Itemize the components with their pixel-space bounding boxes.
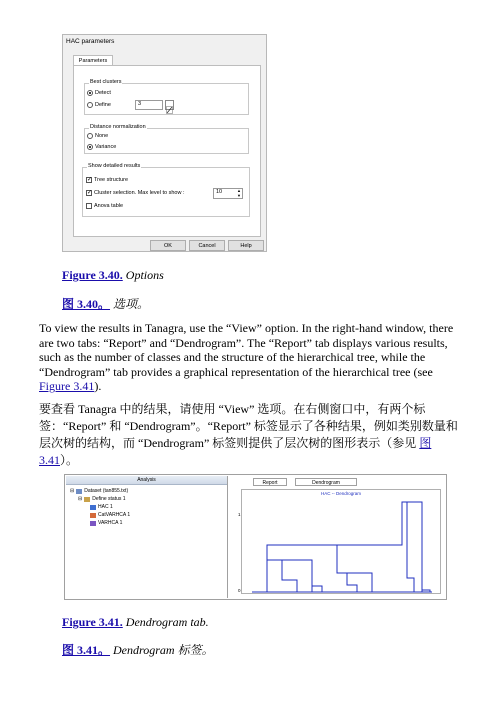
dendrogram-chart — [238, 489, 441, 594]
paragraph-en — [39, 321, 479, 394]
collapse-icon[interactable]: ⊟ — [70, 488, 75, 494]
variance-option[interactable] — [87, 144, 116, 150]
dataset-icon — [76, 489, 82, 494]
paragraph-line: such as the number of classes and the structure of the hierarchical tree, while the — [39, 350, 426, 364]
figure-caption-en-3-40 — [62, 268, 164, 283]
analysis-header: Analysis — [66, 476, 227, 485]
ok-button[interactable]: OK — [150, 240, 186, 251]
cluster-selection-option[interactable] — [86, 190, 184, 196]
figure-link-3-41[interactable]: Figure 3.41. — [62, 615, 123, 629]
none-radio[interactable] — [87, 133, 93, 139]
paragraph-line: 要查看 Tanagra 中的结果，请使用 “View” 选项。在右侧窗口中，有两个标 — [39, 402, 426, 416]
distance-normalization-legend: Distance normalization — [90, 124, 146, 130]
figure-link-zh-number[interactable]: 3.41 — [39, 453, 60, 467]
variance-radio[interactable] — [87, 144, 93, 150]
dendrogram-title: HAC -- Dendrogram — [320, 491, 361, 496]
caption-text-zh: Dendrogram 标签。 — [113, 643, 214, 657]
paragraph-line-last — [39, 452, 479, 469]
best-clusters-group — [84, 79, 249, 115]
help-button[interactable]: Help — [228, 240, 264, 251]
varhca-icon — [90, 521, 96, 526]
paragraph-line: 签：“Report” 和 “Dendrogram”。“Report” 标签显示了各种结果，例如类别数量和 — [39, 419, 458, 433]
figure-3-41-link[interactable]: Figure 3.41 — [39, 379, 95, 393]
tree-item-label: CatVARHCA 1 — [98, 512, 131, 518]
paragraph-end: ). — [94, 379, 102, 393]
cluster-selection-label: Cluster selection. Max level to show : — [94, 190, 185, 196]
show-detailed-results-group — [82, 163, 250, 217]
tree-structure-option[interactable] — [86, 177, 128, 183]
tree-structure-checkbox[interactable]: ✓ — [87, 177, 93, 183]
define-clusters-input[interactable]: 3 — [135, 100, 163, 110]
caption-text: Dendrogram tab. — [125, 615, 209, 629]
tree-item-label: VARHCA 1 — [98, 520, 123, 526]
paragraph-line: “Dendrogram” tab provides a graphical representation of the hierarchical tree (see — [39, 364, 433, 379]
cancel-button[interactable]: Cancel — [189, 240, 225, 251]
paragraph-line — [39, 435, 479, 452]
collapse-icon[interactable]: ⊟ — [78, 496, 83, 502]
show-detailed-results-legend: Show detailed results — [88, 163, 141, 169]
none-label: None — [95, 133, 109, 139]
variance-label: Variance — [95, 144, 117, 150]
dendrogram-tree — [242, 490, 440, 593]
tree-item-varhca[interactable] — [90, 520, 122, 526]
define-status-icon — [84, 497, 90, 502]
caption-text: Options — [125, 268, 164, 282]
paragraph-zh — [39, 401, 479, 469]
tab-report[interactable]: Report — [253, 478, 287, 486]
define-label: Define — [95, 102, 111, 108]
tab-dendrogram[interactable]: Dendrogram — [295, 478, 357, 486]
y-axis-tick-top: 1 — [238, 512, 241, 517]
tree-item-hac[interactable] — [90, 504, 113, 510]
best-clusters-legend: Best clusters — [90, 79, 122, 85]
y-axis-tick-bottom: 0 — [238, 588, 241, 593]
paragraph-line-last — [39, 379, 479, 394]
figure-caption-zh-3-41 — [62, 641, 214, 658]
figure-link-zh-3-40[interactable]: 图 3.40。 — [62, 297, 111, 311]
define-radio[interactable] — [87, 102, 93, 108]
hac-parameters-dialog — [62, 34, 267, 252]
distance-normalization-group — [84, 124, 249, 154]
figure-link-3-40[interactable]: Figure 3.40. — [62, 268, 123, 282]
paragraph-line: are two tabs: “Report” and “Dendrogram”. The “Report” tab displays various results, — [39, 335, 448, 350]
analysis-pane — [66, 476, 228, 598]
results-pane — [231, 476, 446, 598]
tanagra-window — [64, 474, 447, 600]
figure-link-zh[interactable]: 图 — [419, 436, 432, 450]
none-option[interactable] — [87, 133, 108, 139]
tree-item-label: HAC 1 — [98, 504, 113, 510]
tree-item-define-status[interactable] — [78, 496, 126, 502]
parameters-panel — [73, 65, 261, 237]
dialog-title: HAC parameters — [66, 38, 115, 45]
tree-item-label: Define status 1 — [92, 496, 126, 502]
figure-caption-en-3-41 — [62, 615, 209, 630]
max-level-spinner[interactable] — [213, 188, 243, 199]
catvarhca-icon — [90, 513, 96, 518]
tree-item-label: Dataset (tan855.txt) — [84, 488, 129, 494]
tab-parameters[interactable]: Parameters — [73, 55, 113, 66]
tree-item-dataset[interactable] — [70, 488, 128, 494]
detect-label: Detect — [95, 90, 111, 96]
figure-caption-zh-3-40 — [62, 295, 149, 312]
detect-radio[interactable] — [87, 90, 93, 96]
hac-icon — [90, 505, 96, 510]
paragraph-line-text: 层次树的结构，而 “Dendrogram” 标签则提供了层次树的图形表示（参见 — [39, 436, 420, 450]
caption-text-zh: 选项。 — [113, 297, 150, 311]
anova-table-label: Anova table — [94, 203, 124, 209]
edit-grid-icon[interactable] — [165, 100, 174, 110]
anova-table-option[interactable] — [86, 203, 123, 209]
tree-item-catvarhca[interactable] — [90, 512, 130, 518]
max-level-value: 10 — [216, 189, 223, 195]
define-option[interactable] — [87, 102, 111, 108]
paragraph-end: ）。 — [60, 453, 79, 467]
anova-table-checkbox[interactable] — [86, 203, 92, 209]
cluster-selection-checkbox[interactable]: ✓ — [87, 190, 93, 196]
figure-link-zh-3-41[interactable]: 图 3.41。 — [62, 643, 111, 657]
paragraph-line: To view the results in Tanagra, use the “View” option. In the right-hand window, there — [39, 321, 454, 335]
spinner-arrows-icon[interactable]: ▲ ▼ — [237, 188, 241, 198]
detect-option[interactable] — [87, 90, 111, 96]
tree-structure-label: Tree structure — [94, 177, 129, 183]
